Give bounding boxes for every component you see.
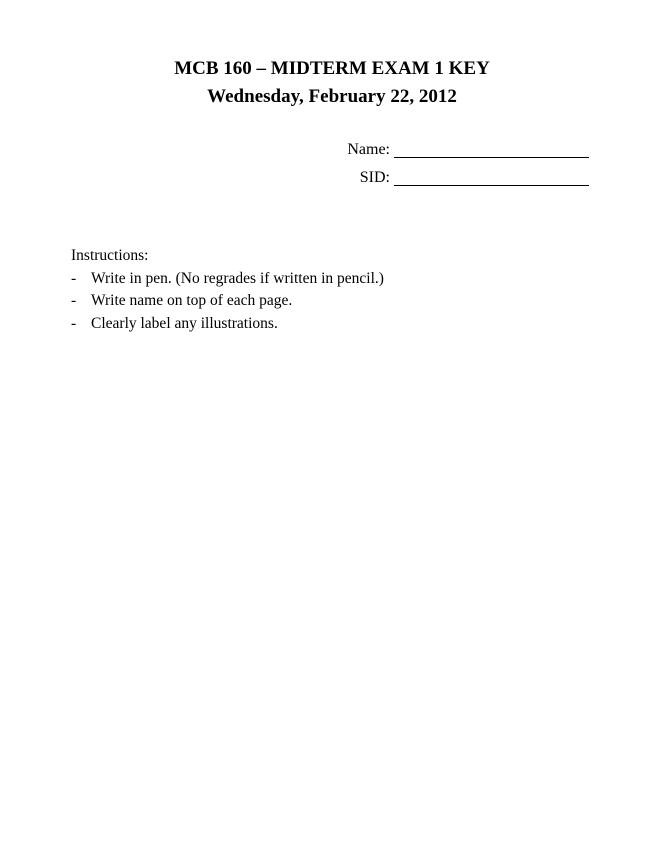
name-field-row [347, 140, 589, 160]
name-blank-line [394, 141, 589, 158]
exam-title: MCB 160 – MIDTERM EXAM 1 KEY [174, 58, 490, 79]
instruction-item [71, 290, 384, 313]
instruction-text: Clearly label any illustrations. [91, 314, 278, 332]
sid-label: SID: [359, 169, 390, 186]
instruction-text: Write in pen. (No regrades if written in pencil.) [91, 269, 384, 287]
name-label: Name: [347, 141, 390, 158]
sid-field-row [360, 168, 589, 188]
sid-blank-line [394, 169, 589, 186]
instruction-item [71, 268, 384, 291]
instructions-block [71, 245, 384, 335]
instruction-bullet: - [71, 292, 77, 309]
instruction-text: Write name on top of each page. [91, 292, 293, 309]
instruction-bullet: - [71, 314, 77, 332]
instruction-bullet: - [71, 269, 77, 287]
exam-date: Wednesday, February 22, 2012 [207, 86, 457, 107]
instruction-item [71, 313, 384, 336]
instructions-heading: Instructions: [71, 247, 149, 264]
